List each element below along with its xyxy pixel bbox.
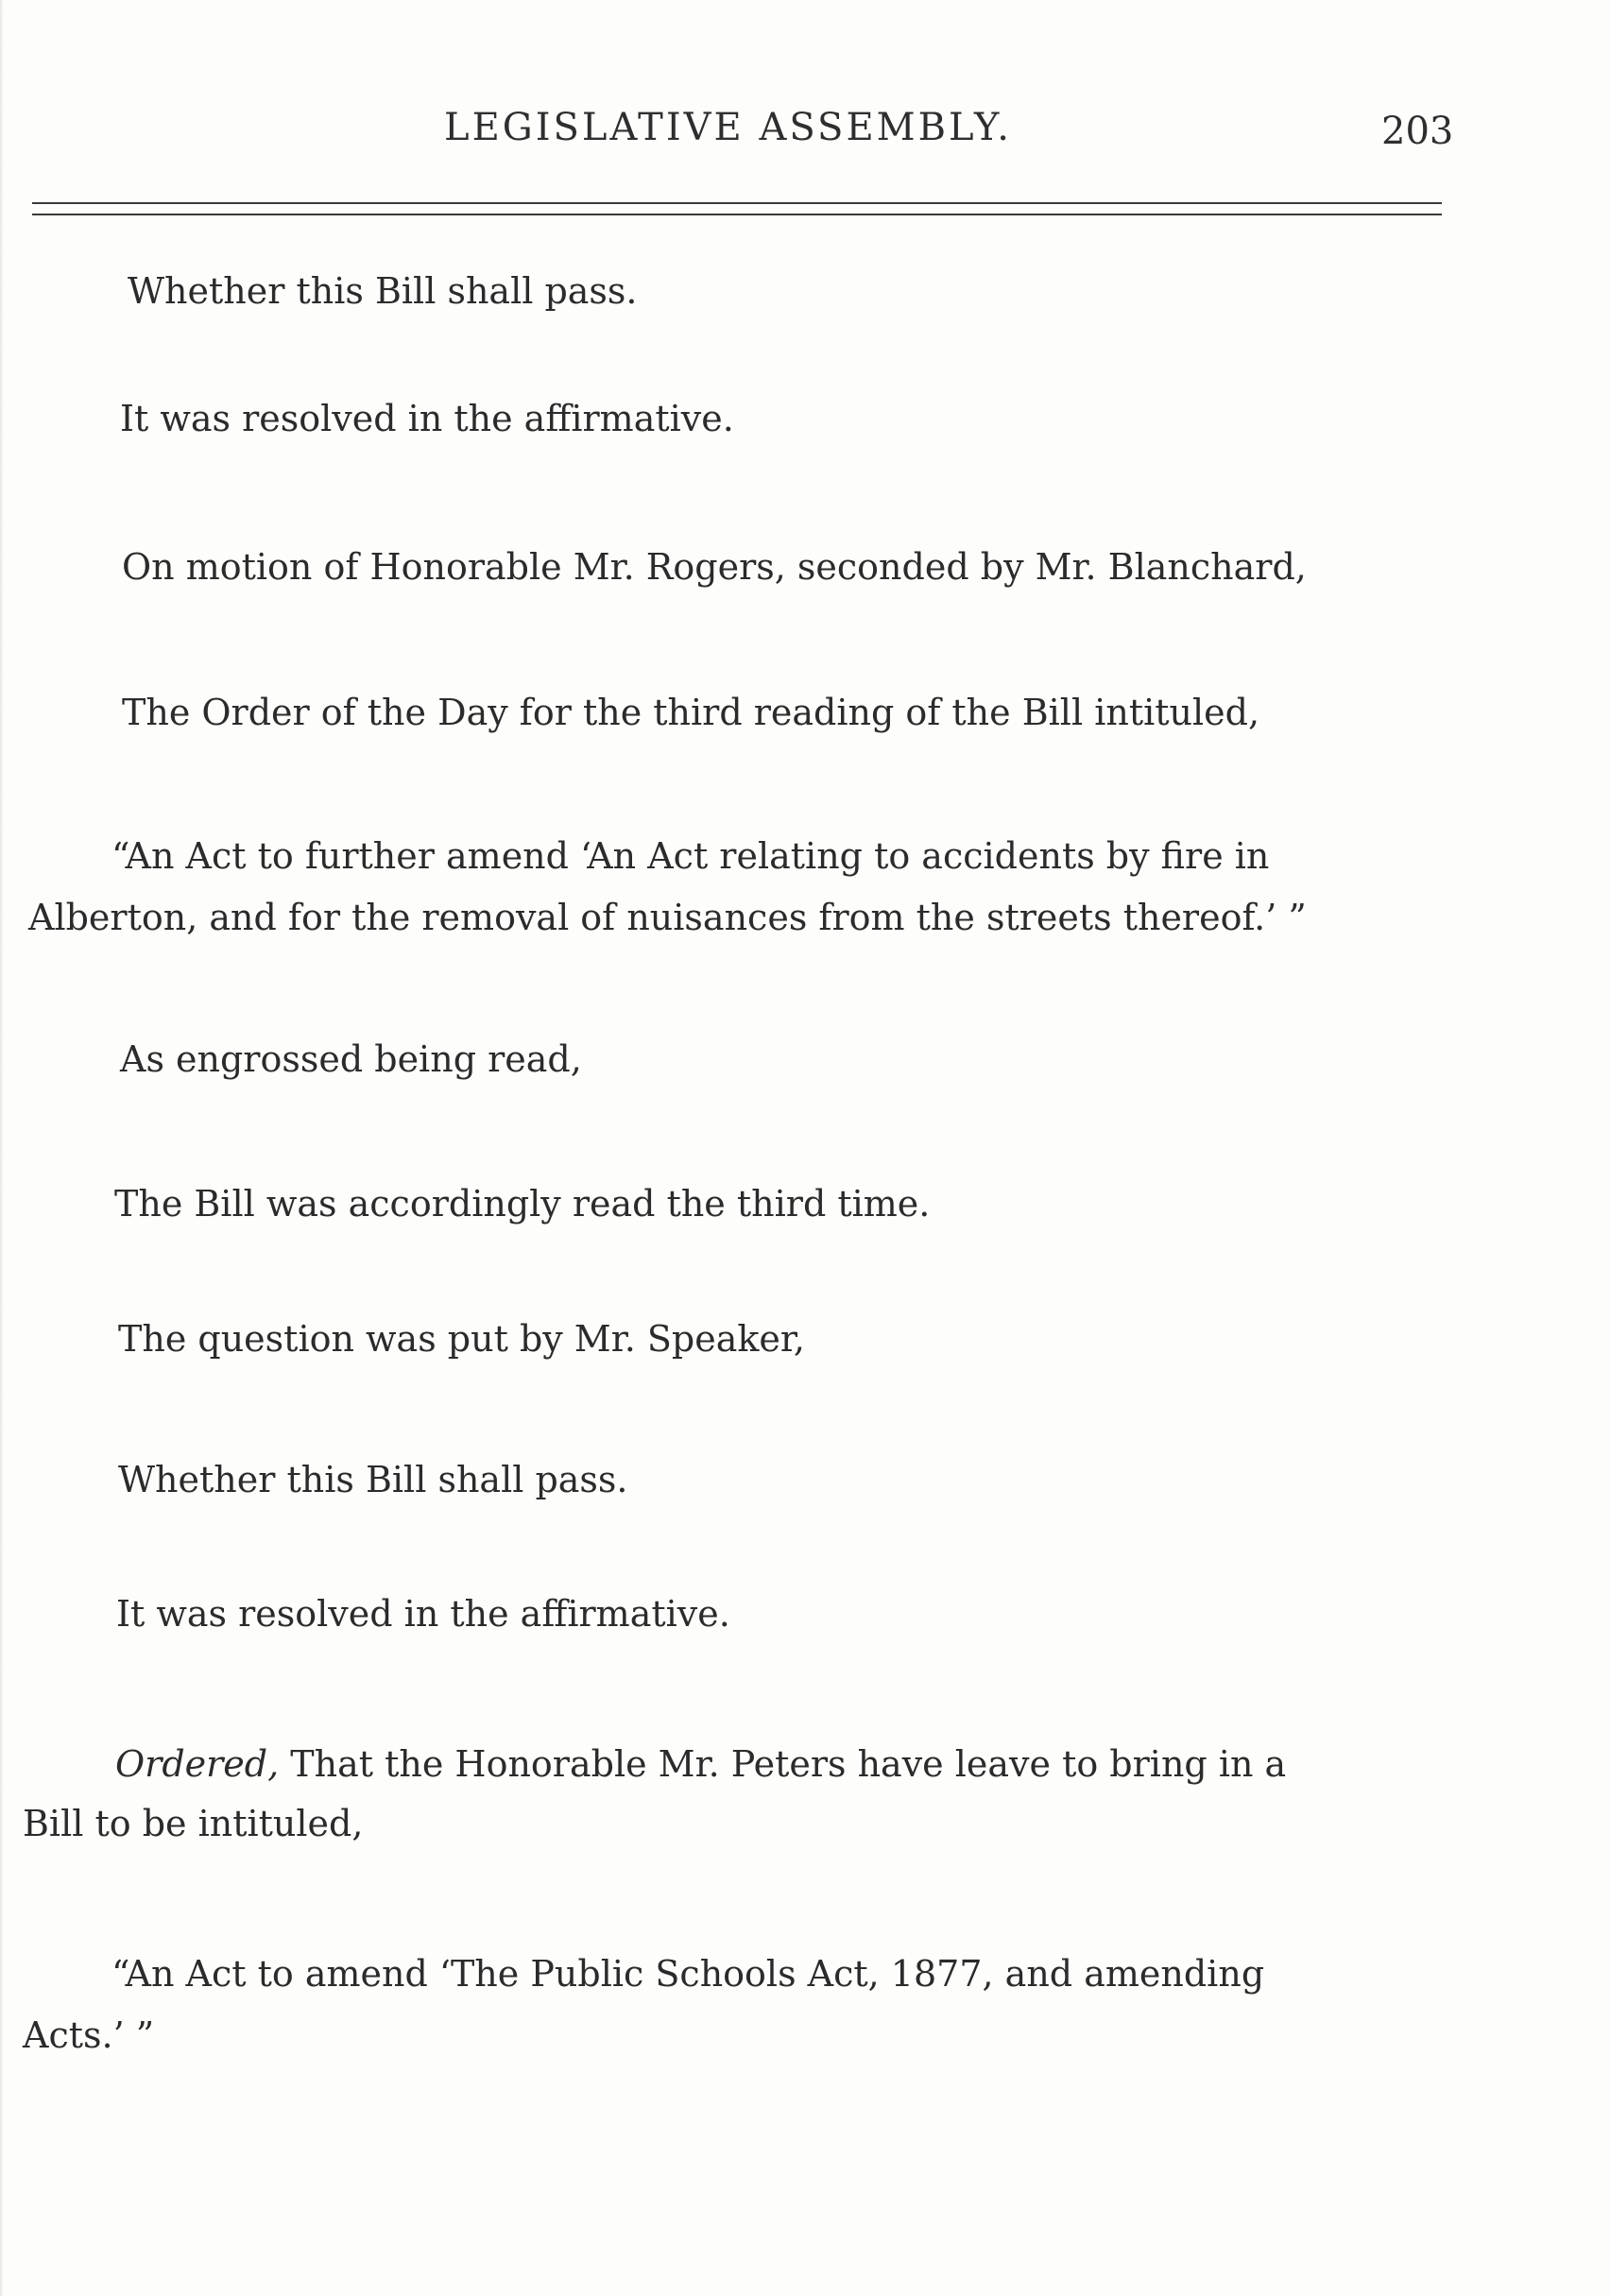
paragraph-engrossed: As engrossed being read, <box>120 1038 582 1080</box>
ordered-line1-text: That the Honorable Mr. Peters have leave to bring in a <box>290 1743 1287 1785</box>
page-number: 203 <box>1381 110 1454 153</box>
paragraph-question-put: The question was put by Mr. Speaker, <box>118 1318 805 1360</box>
page-edge-shadow <box>0 0 4 2296</box>
paragraph-whether-pass-1: Whether this Bill shall pass. <box>128 270 638 312</box>
paragraph-resolved-1: It was resolved in the affirmative. <box>120 398 734 439</box>
paragraph-ordered-line2: Bill to be intituled, <box>23 1803 364 1844</box>
ordered-italic-word: Ordered, <box>115 1743 280 1785</box>
paragraph-third-time: The Bill was accordingly read the third time. <box>114 1183 931 1225</box>
header-rule-top <box>32 202 1442 204</box>
paragraph-whether-pass-2: Whether this Bill shall pass. <box>118 1459 628 1500</box>
header-rule-bottom <box>32 214 1442 215</box>
paragraph-order-of-day: The Order of the Day for the third reading of the Bill intituled, <box>122 692 1260 733</box>
paragraph-resolved-2: It was resolved in the affirmative. <box>116 1593 730 1635</box>
paragraph-act-title-line1: “An Act to further amend ‘An Act relating to accidents by fire in <box>111 835 1270 877</box>
paragraph-schools-act-line1: “An Act to amend ‘The Public Schools Act, 1877, and amending <box>111 1953 1265 1995</box>
running-head-title: LEGISLATIVE ASSEMBLY. <box>444 106 1012 149</box>
paragraph-act-title-line2: Alberton, and for the removal of nuisances from the streets thereof.’ ” <box>28 897 1307 938</box>
paragraph-motion: On motion of Honorable Mr. Rogers, seconded by Mr. Blanchard, <box>122 546 1307 588</box>
paragraph-schools-act-line2: Acts.’ ” <box>23 2014 155 2056</box>
paragraph-ordered-line1 <box>115 1740 1286 1788</box>
